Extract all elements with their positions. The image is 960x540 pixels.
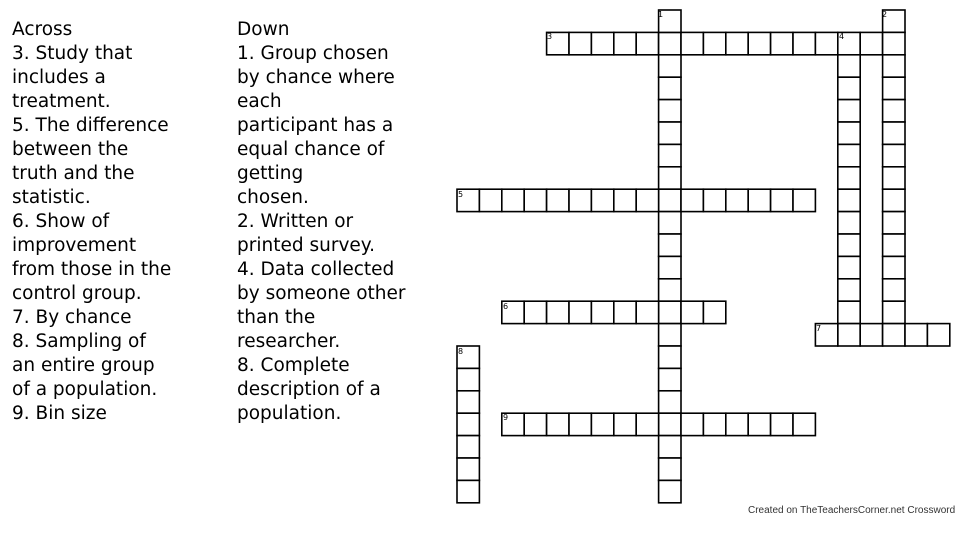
across-line: truth and the	[12, 163, 135, 184]
grid-cell[interactable]	[883, 189, 905, 211]
grid-cell[interactable]	[636, 32, 658, 54]
grid-cell[interactable]	[883, 122, 905, 144]
grid-cell[interactable]	[614, 413, 636, 435]
grid-cell[interactable]	[883, 77, 905, 99]
grid-cell[interactable]	[883, 32, 905, 54]
grid-cell[interactable]	[457, 480, 479, 502]
down-line: Down	[237, 19, 290, 40]
across-line: Across	[12, 19, 73, 40]
clue-number-4: 4	[839, 32, 845, 41]
grid-cell[interactable]	[838, 301, 860, 323]
grid-cell[interactable]	[479, 189, 501, 211]
grid-cell[interactable]	[659, 167, 681, 189]
grid-cell[interactable]	[614, 189, 636, 211]
grid-cells	[457, 10, 950, 503]
grid-cell[interactable]	[748, 413, 770, 435]
down-line: than the	[237, 307, 316, 328]
grid-cell[interactable]	[569, 32, 591, 54]
grid-cell[interactable]	[703, 301, 725, 323]
grid-cell[interactable]	[591, 301, 613, 323]
grid-cell[interactable]	[681, 301, 703, 323]
clue-number-1: 1	[658, 10, 664, 19]
grid-cell[interactable]	[883, 100, 905, 122]
grid-cell[interactable]	[883, 301, 905, 323]
grid-cell[interactable]	[883, 324, 905, 346]
grid-cell[interactable]	[838, 189, 860, 211]
clue-number-7: 7	[816, 324, 822, 333]
grid-cell[interactable]	[659, 55, 681, 77]
across-line: 8. Sampling of	[12, 331, 146, 352]
grid-cell[interactable]	[838, 77, 860, 99]
across-line: between the	[12, 139, 129, 160]
down-line: description of a	[237, 379, 381, 400]
grid-cell[interactable]	[659, 301, 681, 323]
grid-cell[interactable]	[659, 189, 681, 211]
across-line: statistic.	[12, 187, 91, 208]
grid-cell[interactable]	[838, 256, 860, 278]
grid-cell[interactable]	[703, 413, 725, 435]
across-line: an entire group	[12, 355, 155, 376]
grid-cell[interactable]	[927, 324, 949, 346]
grid-cell[interactable]	[838, 324, 860, 346]
across-line: from those in the	[12, 259, 172, 280]
grid-cell[interactable]	[569, 413, 591, 435]
grid-cell[interactable]	[838, 279, 860, 301]
grid-cell[interactable]	[748, 189, 770, 211]
grid-cell[interactable]	[860, 324, 882, 346]
grid-cell[interactable]	[457, 436, 479, 458]
grid-cell[interactable]	[883, 234, 905, 256]
grid-cell[interactable]	[838, 122, 860, 144]
grid-cell[interactable]	[591, 189, 613, 211]
across-line: treatment.	[12, 91, 111, 112]
grid-cell[interactable]	[726, 189, 748, 211]
grid-cell[interactable]	[502, 189, 524, 211]
grid-cell[interactable]	[838, 144, 860, 166]
grid-cell[interactable]	[659, 346, 681, 368]
grid-cell[interactable]	[703, 32, 725, 54]
grid-cell[interactable]	[636, 413, 658, 435]
across-line: 9. Bin size	[12, 403, 107, 424]
down-line: 4. Data collected	[237, 259, 395, 280]
grid-cell[interactable]	[681, 32, 703, 54]
grid-cell[interactable]	[883, 212, 905, 234]
grid-cell[interactable]	[659, 279, 681, 301]
grid-cell[interactable]	[659, 100, 681, 122]
grid-cell[interactable]	[771, 413, 793, 435]
grid-cell[interactable]	[838, 212, 860, 234]
grid-cell[interactable]	[547, 413, 569, 435]
down-line: chosen.	[237, 187, 309, 208]
clue-number-3: 3	[547, 32, 553, 41]
grid-cell[interactable]	[569, 301, 591, 323]
clue-number-2: 2	[882, 10, 888, 19]
grid-cell[interactable]	[591, 32, 613, 54]
grid-cell[interactable]	[883, 279, 905, 301]
grid-cell[interactable]	[883, 167, 905, 189]
grid-cell[interactable]	[703, 189, 725, 211]
clue-number-6: 6	[503, 302, 509, 311]
across-line: of a population.	[12, 379, 158, 400]
grid-cell[interactable]	[659, 256, 681, 278]
down-line: by chance where	[237, 67, 395, 88]
down-line: equal chance of	[237, 139, 385, 160]
footer-credit: Created on TheTeachersCorner.net Crossword	[748, 505, 956, 516]
grid-cell[interactable]	[659, 413, 681, 435]
down-line: participant has a	[237, 115, 394, 136]
grid-cell[interactable]	[547, 189, 569, 211]
grid-cell[interactable]	[457, 458, 479, 480]
grid-cell[interactable]	[457, 368, 479, 390]
grid-cell[interactable]	[883, 256, 905, 278]
grid-cell[interactable]	[883, 55, 905, 77]
grid-cell[interactable]	[771, 189, 793, 211]
grid-cell[interactable]	[905, 324, 927, 346]
grid-cell[interactable]	[883, 144, 905, 166]
grid-cell[interactable]	[547, 301, 569, 323]
grid-cell[interactable]	[659, 324, 681, 346]
grid-cell[interactable]	[681, 189, 703, 211]
grid-cell[interactable]	[659, 32, 681, 54]
grid-cell[interactable]	[659, 368, 681, 390]
down-line: 8. Complete	[237, 355, 350, 376]
grid-cell[interactable]	[659, 391, 681, 413]
down-line: 2. Written or	[237, 211, 354, 232]
grid-cell[interactable]	[838, 100, 860, 122]
across-line: 6. Show of	[12, 211, 110, 232]
grid-cell[interactable]	[659, 144, 681, 166]
grid-cell[interactable]	[726, 32, 748, 54]
grid-cell[interactable]	[659, 77, 681, 99]
grid-cell[interactable]	[771, 32, 793, 54]
grid-cell[interactable]	[659, 234, 681, 256]
down-line: printed survey.	[237, 235, 375, 256]
across-line: 3. Study that	[12, 43, 133, 64]
grid-cell[interactable]	[524, 189, 546, 211]
clue-number-9: 9	[503, 413, 509, 422]
grid-cell[interactable]	[614, 32, 636, 54]
grid-cell[interactable]	[681, 413, 703, 435]
grid-cell[interactable]	[569, 189, 591, 211]
grid-cell[interactable]	[860, 32, 882, 54]
across-line: 7. By chance	[12, 307, 132, 328]
grid-cell[interactable]	[591, 413, 613, 435]
grid-cell[interactable]	[815, 32, 837, 54]
down-line: researcher.	[237, 331, 341, 352]
grid-cell[interactable]	[838, 55, 860, 77]
grid-cell[interactable]	[614, 301, 636, 323]
grid-cell[interactable]	[524, 301, 546, 323]
grid-cell[interactable]	[636, 189, 658, 211]
down-line: getting	[237, 163, 304, 184]
down-line: 1. Group chosen	[237, 43, 389, 64]
grid-cell[interactable]	[748, 32, 770, 54]
grid-cell[interactable]	[659, 480, 681, 502]
down-line: by someone other	[237, 283, 406, 304]
grid-cell[interactable]	[659, 458, 681, 480]
grid-cell[interactable]	[793, 413, 815, 435]
grid-cell[interactable]	[659, 212, 681, 234]
grid-cell[interactable]	[659, 436, 681, 458]
across-line: includes a	[12, 67, 106, 88]
down-line: population.	[237, 403, 342, 424]
down-line: each	[237, 91, 282, 112]
grid-cell[interactable]	[524, 413, 546, 435]
grid-cell[interactable]	[838, 234, 860, 256]
clue-number-8: 8	[458, 347, 464, 356]
grid-cell[interactable]	[659, 122, 681, 144]
grid-cell[interactable]	[457, 413, 479, 435]
across-line: control group.	[12, 283, 142, 304]
grid-cell[interactable]	[838, 167, 860, 189]
grid-cell[interactable]	[793, 32, 815, 54]
grid-cell[interactable]	[636, 301, 658, 323]
grid-cell[interactable]	[726, 413, 748, 435]
grid-cell[interactable]	[793, 189, 815, 211]
across-line: 5. The difference	[12, 115, 169, 136]
across-line: improvement	[12, 235, 137, 256]
grid-cell[interactable]	[457, 391, 479, 413]
clue-number-5: 5	[458, 190, 464, 199]
